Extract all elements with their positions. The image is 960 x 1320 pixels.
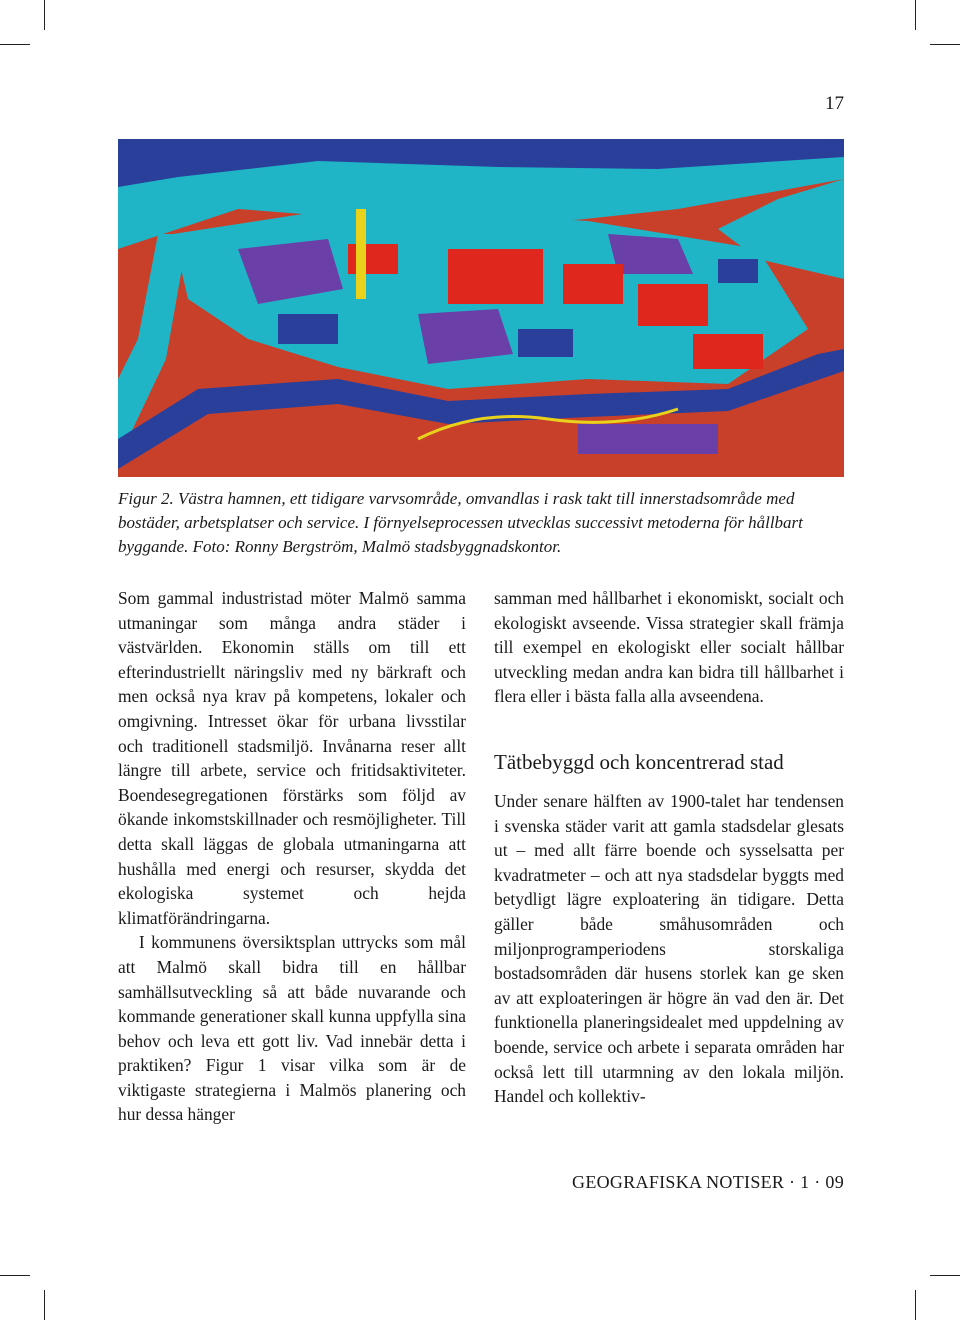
page-number: 17: [825, 93, 844, 114]
section-heading: Tätbebyggd och koncentrerad stad: [494, 749, 784, 774]
red-roof-5: [348, 244, 398, 274]
dark-block-1: [278, 314, 338, 344]
right-column: [494, 586, 844, 1109]
body-paragraph: I kommunens översiktsplan uttrycks som mål att Malmö skall bidra till en hållbar samhällsutveckling så att både nuvarande och kommande generationer skall kunna uppfylla sina behov och leva ett gott liv. Vad innebär detta i praktiken? Figur 1 visar vilka som är de viktigaste strategierna i Malmös planering och hur dessa hänger: [118, 932, 466, 1125]
aerial-photo: [118, 139, 844, 477]
red-roof-4: [693, 334, 763, 369]
issue-number: 1: [800, 1172, 810, 1192]
red-roof-3: [638, 284, 708, 326]
park-lawn: [578, 424, 718, 454]
body-paragraph: Under senare hälften av 1900-talet har tendensen i svenska städer varit att gamla stadsdelar glesats ut – med allt färre boende och sysselsatta per kvadratmeter – och att nya stadsdelar byggts med betydligt lägre exploatering än tidigare. Detta gäller både småhusområden och miljonprogramperiodens storskaliga bostadsområden där husens storlek kan ge sken av att exploateringen är högre än vad den är. Det funktionella planeringsidealet med uppdelning av boende, service och arbete i separata områden har också lett till utarmning av den lokala miljön. Handel och kollektiv-: [494, 790, 844, 1107]
crop-mark: [915, 0, 916, 30]
red-roof-1: [448, 249, 543, 304]
separator: ·: [814, 1172, 821, 1192]
crop-mark: [0, 44, 30, 45]
crop-mark: [0, 1275, 30, 1276]
crop-mark: [44, 1290, 45, 1320]
journal-footer: [494, 1172, 844, 1193]
dark-block-3: [718, 259, 758, 283]
crop-mark: [930, 1275, 960, 1276]
tower: [356, 209, 366, 299]
crop-mark: [930, 44, 960, 45]
body-paragraph: samman med hållbarhet i ekonomiskt, socialt och ekologiskt avseende. Vissa strategier skall främja till exempel en ekologiskt eller socialt hållbar utveckling medan andra kan bidra till hållbarhet i flera eller i bästa falla alla avseendena.: [494, 588, 844, 707]
figure-caption: Figur 2. Västra hamnen, ett tidigare varvsområde, omvandlas i rask takt till innerstadsområde med bostäder, arbetsplatser och service. I förnyelseprocessen utvecklas successivt metoderna för hållbart byggande. Foto: Ronny Bergström, Malmö stadsbyggnadskontor.: [118, 489, 803, 556]
crop-mark: [915, 1290, 916, 1320]
separator: ·: [789, 1172, 796, 1192]
body-paragraph: Som gammal industristad möter Malmö samma utmaningar som många andra städer i västvärlden. Ekonomin ställs om till ett efterindustriellt näringsliv med ny bärkraft och men också nya krav på kompetens, lokaler och omgivning. Intresset ökar för urbana livsstilar och traditionell stadsmiljö. Invånarna reser allt längre till arbete, service och fritidsaktiviteter. Boendesegregationen förstärks som följd av ökande inkomstskillnader och resmöjligheter. Till detta skall läggas de globala utmaningarna att hushålla med energi och resurser, skydda det ekologiska systemet och hejda klimatförändringarna.: [118, 588, 466, 928]
crop-mark: [44, 0, 45, 30]
red-roof-2: [563, 264, 623, 304]
left-column: [118, 586, 466, 1127]
aerial-photo-graphic: [118, 139, 844, 477]
dark-block-2: [518, 329, 573, 357]
issue-year: 09: [825, 1172, 844, 1192]
journal-name: GEOGRAFISKA NOTISER: [572, 1172, 785, 1192]
